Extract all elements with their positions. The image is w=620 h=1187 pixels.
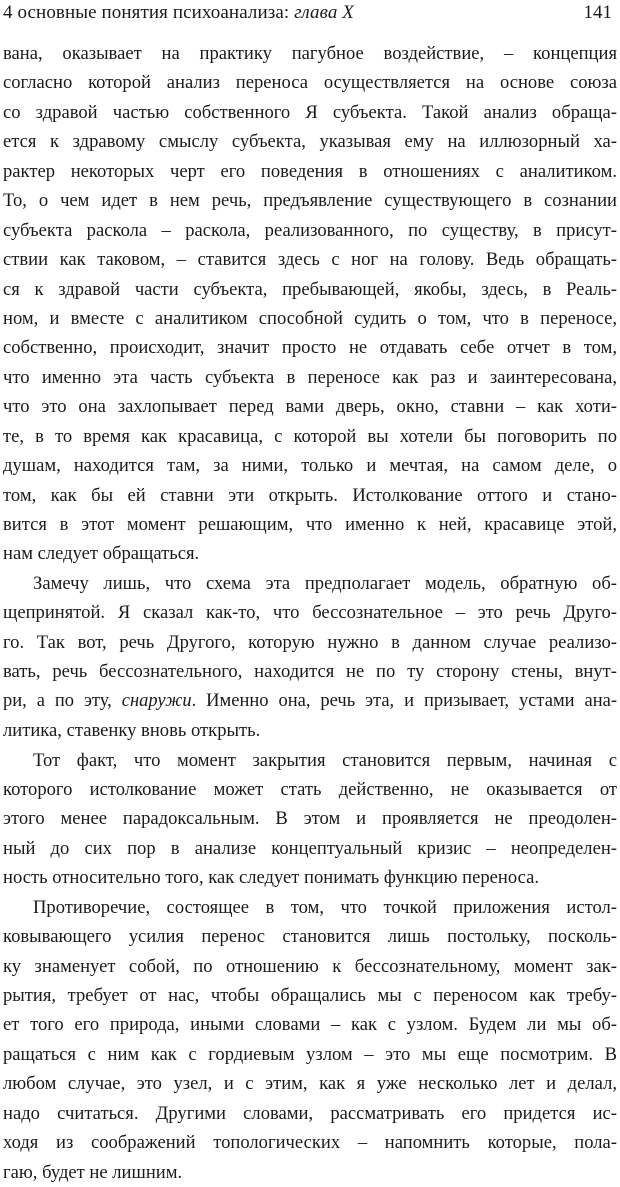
text-line: любом случае, это узел, и с этим, как я уже несколько лет и делал,: [3, 1073, 617, 1095]
text-line: ном, и вместе с аналитиком способной судить о том, что в переносе,: [3, 307, 617, 329]
text-line: собственно, происходит, значит просто не отдавать себе отчет в том,: [3, 337, 617, 359]
running-title: [3, 2, 354, 24]
page-number: 141: [583, 2, 612, 23]
text-line: ращаться с ним как с гордиевым узлом – это мы еще посмотрим. В: [3, 1043, 617, 1065]
text-line: том, как бы ей ставни эти открыть. Истолкование оттого и стано-: [3, 484, 617, 506]
text-line-paragraph-end: нам следует обращаться.: [3, 543, 200, 565]
text-line-paragraph-end: ность относительно того, как следует понимать функцию переноса.: [3, 867, 540, 889]
text-line: ся к здравой части субъекта, пребывающей, якобы, здесь, в Реаль-: [3, 278, 617, 300]
text-line-paragraph-end: гаю, будет не лишним.: [3, 1161, 183, 1183]
text-line: го. Так вот, речь Другого, которую нужно в данном случае реализо-: [3, 631, 617, 653]
text-segment: ри, а по эту,: [3, 690, 122, 711]
text-line: что это она захлопывает перед вами дверь, окно, ставни – как хоти-: [3, 396, 617, 418]
text-line: согласно которой анализ переноса осуществляется на основе союза: [3, 72, 617, 94]
text-line: те, в то время как красавица, с которой вы хотели бы поговорить по: [3, 425, 617, 447]
text-line-mixed: [3, 687, 617, 716]
text-line: ный до сих пор в анализе концептуальный кризис – неопределен-: [3, 837, 617, 859]
text-segment: . Именно она, речь эта, и призывает, устами ана-: [191, 690, 617, 711]
text-line: которого истолкование может стать действенно, не оказывается от: [3, 778, 617, 800]
running-title-chapter: глава X: [294, 2, 354, 23]
text-line: вана, оказывает на практику пагубное воздействие, – концепция: [3, 43, 617, 64]
text-line: этого менее парадоксальным. В этом и проявляется не преодолен-: [3, 808, 617, 830]
text-line: вать, речь бессознательного, находится не по ту сторону стены, внут-: [3, 661, 617, 683]
text-line: ствии как таковом, – ставится здесь с ног на голову. Ведь обращать-: [3, 249, 617, 271]
text-line: ку знаменует собой, по отношению к бессознательному, момент зак-: [3, 955, 617, 977]
text-line: субъекта раскола – раскола, реализованного, по существу, в присут-: [3, 219, 617, 241]
text-line: ковывающего усилия перенос становится лишь постольку, посколь-: [3, 926, 617, 948]
page-header: [3, 2, 612, 32]
text-line-paragraph-start: Замечу лишь, что схема эта предполагает модель, обратную об-: [33, 572, 617, 594]
text-line-paragraph-end: литика, ставенку вновь открыть.: [3, 720, 261, 742]
text-line: рытия, требует от нас, чтобы обращались мы с переносом как требу-: [3, 985, 617, 1006]
text-line: щепринятой. Я сказал как-то, что бессознательное – это речь Друго-: [3, 602, 617, 624]
text-line: со здравой частью собственного Я субъекта. Такой анализ обраща-: [3, 101, 617, 123]
text-line: ходя из соображений топологических – напомнить которые, пола-: [3, 1132, 617, 1154]
text-line: душам, находится там, за ними, только и мечтая, на самом деле, о: [3, 455, 617, 477]
italic-emphasis: снаружи: [121, 690, 192, 711]
body-text: [3, 39, 617, 1187]
text-line: рактер некоторых черт его поведения в отношениях с аналитиком.: [3, 160, 617, 182]
text-line: То, о чем идет в нем речь, предъявление существующего в сознании: [3, 190, 617, 212]
text-line: надо считаться. Другими словами, рассматривать его придется ис-: [3, 1102, 617, 1124]
text-line: ет того его природа, иными словами – как с узлом. Будем ли мы об-: [3, 1014, 617, 1036]
text-line: ется к здравому смыслу субъекта, указывая ему на иллюзорный ха-: [3, 131, 617, 153]
text-line-paragraph-start: Противоречие, состоящее в том, что точкой приложения истол-: [33, 896, 617, 918]
text-line: вится в этот момент решающим, что именно к ней, красавице этой,: [3, 514, 617, 535]
text-line: что именно эта часть субъекта в переносе как раз и заинтересована,: [3, 366, 617, 388]
running-title-text: 4 основные понятия психоанализа:: [3, 2, 295, 23]
text-line-paragraph-start: Тот факт, что момент закрытия становится первым, начиная с: [33, 749, 617, 771]
